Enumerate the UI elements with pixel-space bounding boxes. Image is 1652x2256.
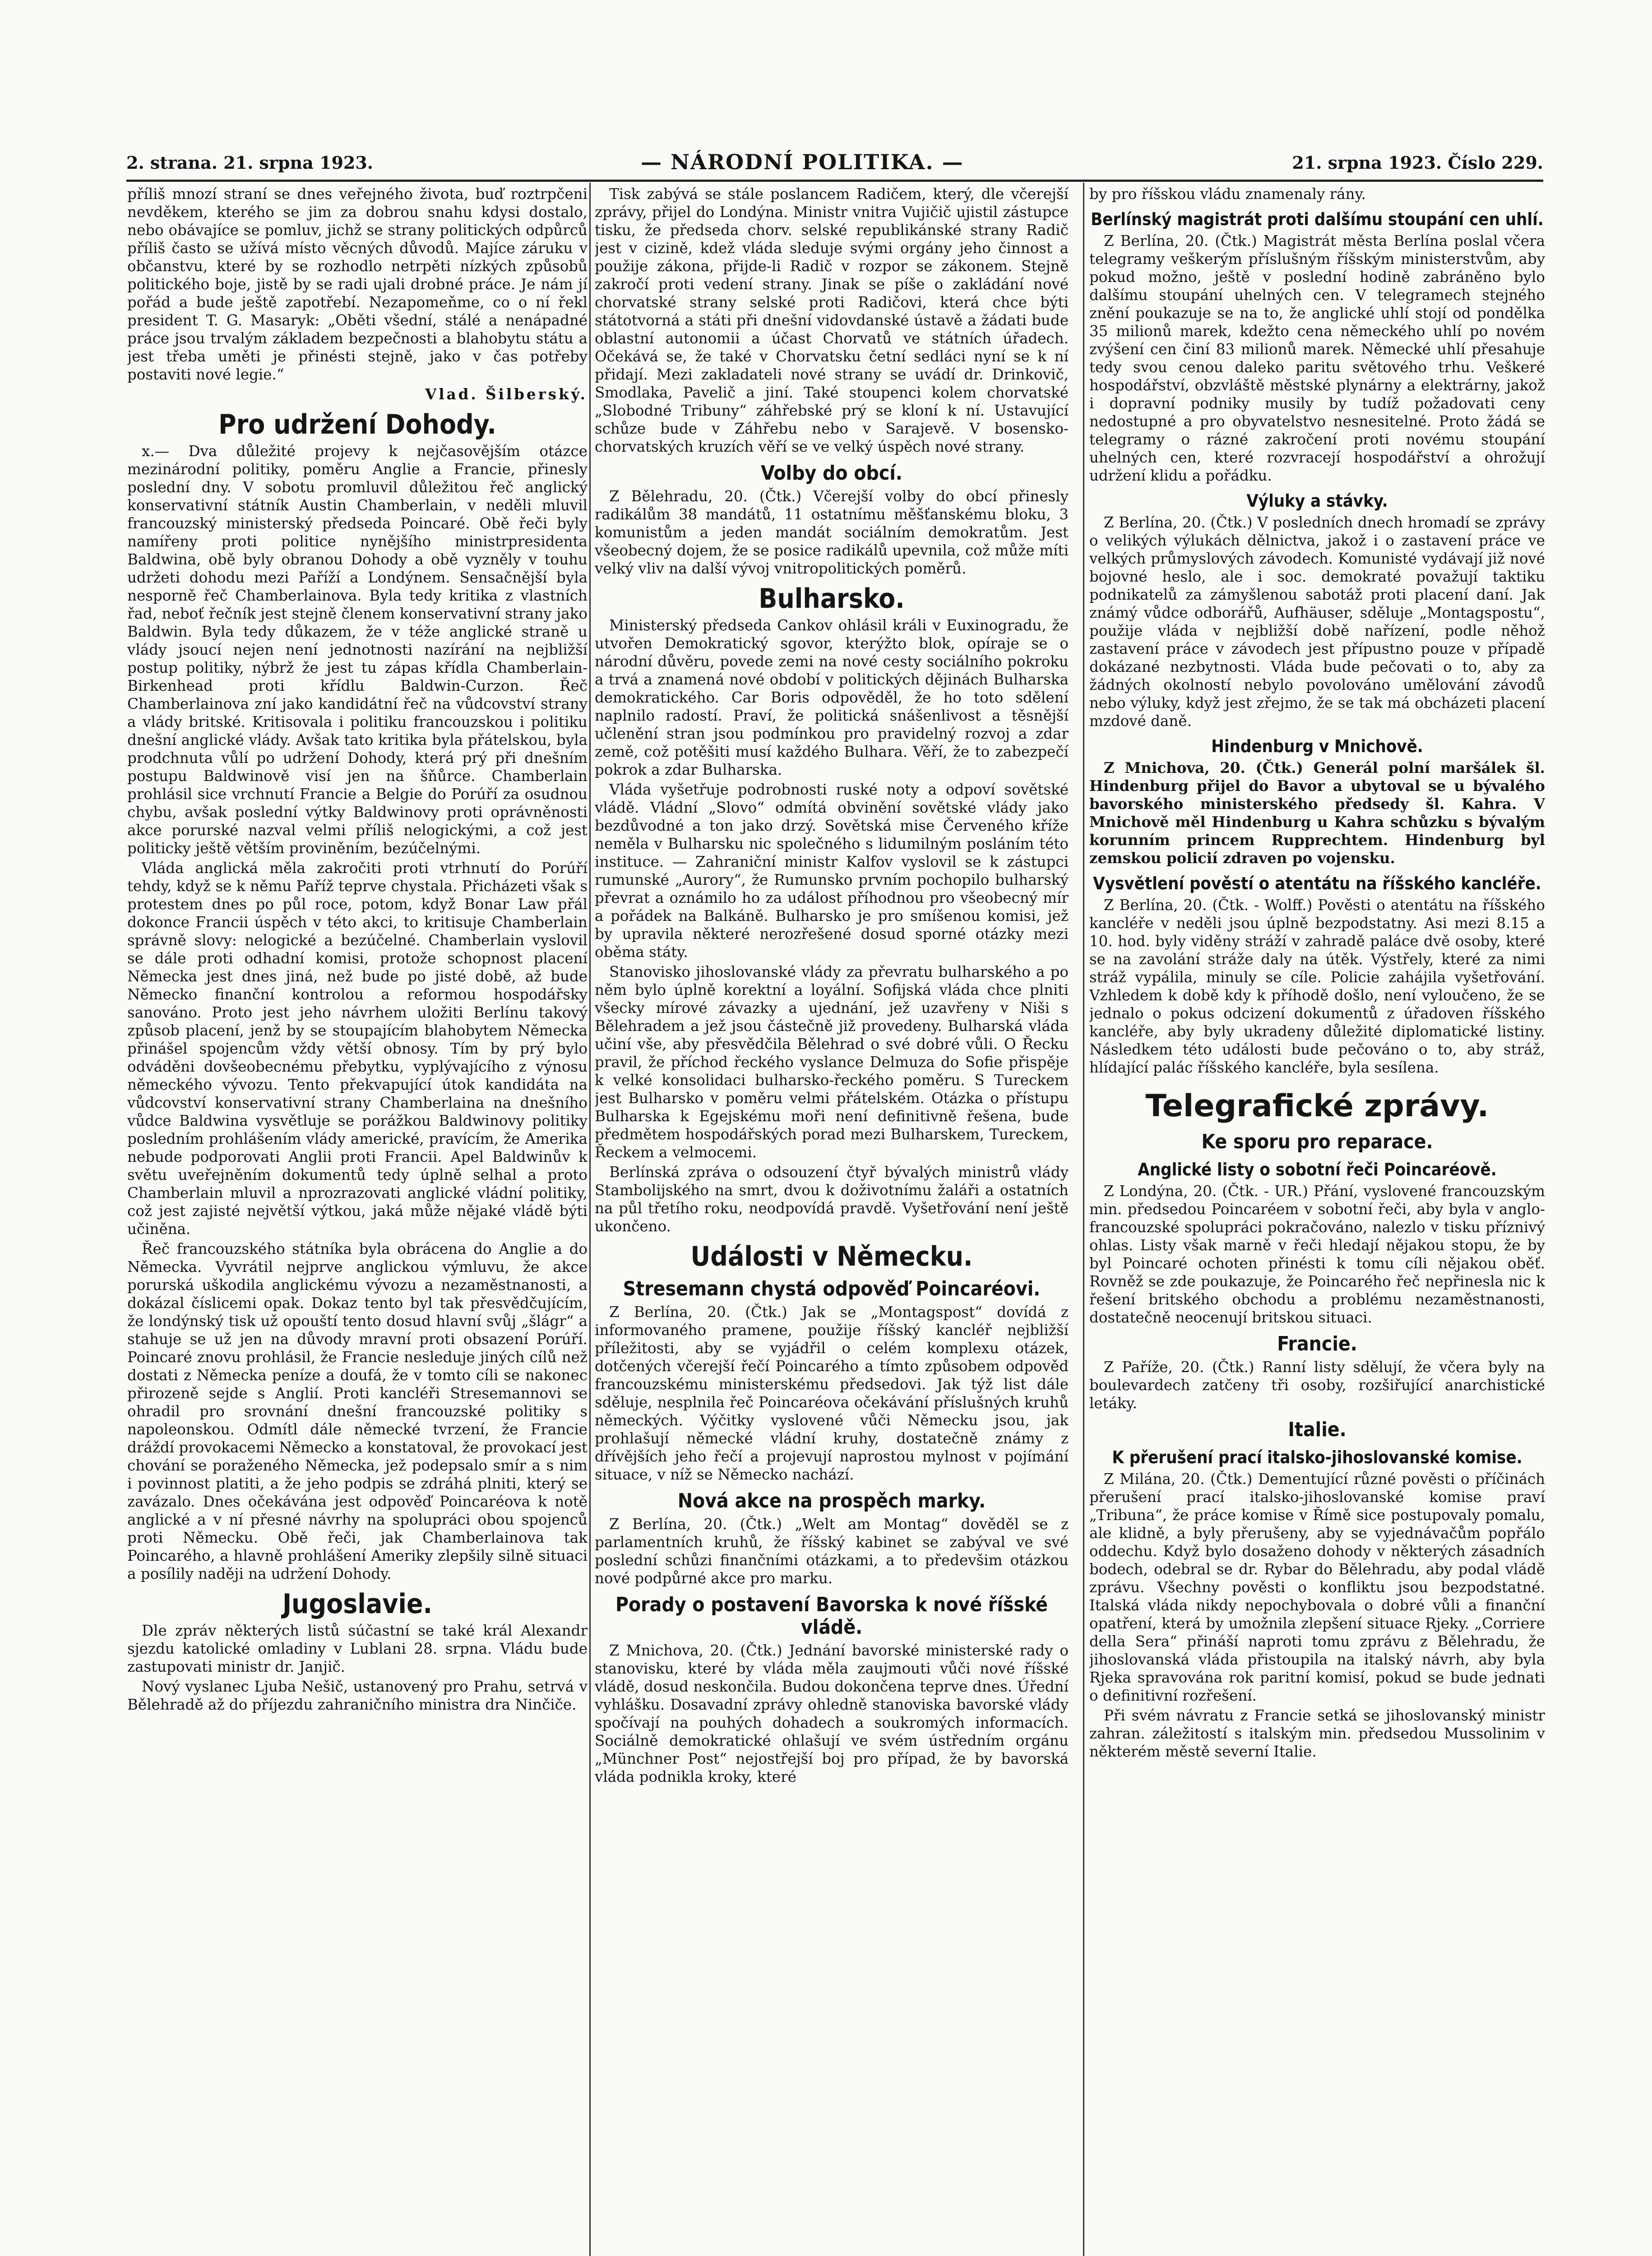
headline-dohoda: Pro udržení Dohody. <box>218 409 496 440</box>
paragraph: Ministerský předseda Cankov ohlásil králi v Euxinogradu, že utvořen Demokratický sgovor, kterýžto blok, opíraje se o národní důvěru, povede zemi na nové cesty sociálního pokroku a trvá a znamená nové období v politických dějinách Bulharska demokratického. Car Boris odpověděl, že ho toto sdělení naplnilo radostí. Praví, že politická snášenlivost a těsnější učlenění stran jsou podmínkou pro pravidelný rozvoj a zdar země, což potěšiti musí každého Bulhara. Věří, že to zabezpečí pokrok a zdar Bulharska. <box>595 617 1069 778</box>
paragraph: Při svém návratu z Francie setká se jihoslovanský ministr zahran. záležitostí s italským min. předsedou Mussolinim v některém městě severní Italie. <box>1089 1707 1545 1760</box>
headline-berlin-uhli: Berlínský magistrát proti dalšímu stoupání cen uhlí. <box>1091 209 1544 229</box>
headline-atentat: Vysvětlení pověstí o atentátu na říšského kancléře. <box>1093 874 1541 893</box>
headline-volby: Volby do obcí. <box>761 462 902 485</box>
headline-reparace: Ke sporu pro reparace. <box>1201 1130 1433 1153</box>
column-2 <box>595 185 1069 2256</box>
paragraph: Z Mnichova, 20. (Čtk.) Generál polní maršálek šl. Hindenburg přijel do Bavor a ubytoval se u bývalého bavorského ministerského předsedy šl. Kahra. V Mnichově měl Hindenburg u Kahra schůzku s bývalým korunním princem Rupprechtem. Hindenburg byl zemskou policií zdraven po vojensku. <box>1089 759 1545 867</box>
header-right: 21. srpna 1923. Číslo 229. <box>1292 153 1543 173</box>
section-title-telegraficke: Telegrafické zprávy. <box>1145 1088 1489 1124</box>
headline-francie: Francie. <box>1277 1332 1357 1355</box>
subheadline-anglicke-listy: Anglické listy o sobotní řeči Poincaréově. <box>1138 1160 1497 1179</box>
subheadline-stresemann: Stresemann chystá odpověď Poincaréovi. <box>623 1277 1041 1300</box>
column-divider <box>1083 183 1084 2256</box>
headline-hindenburg: Hindenburg v Mnichově. <box>1211 736 1423 756</box>
paragraph: Řeč francouzského státníka byla obrácena do Anglie a do Německa. Vyvrátil nejprve anglickou výmluvu, že akce porurská uškodila anglickému vývozu a nezaměstnanosti, a dokázal číslicemi opak. Dokaz tento byl tak přesvědčujícím, že londýnský tisk už opouští tento dosud hlavní svůj „šlágr“ a stahuje se už jen na důvody mravní proti obsazení Porúří. Poincaré znovu prohlásil, že Francie nesleduje jiných cílů než dostati z Německa peníze a doufá, že v tomto cíli se nakonec přirozeně sejde s Anglií. Proti kancléři Stresemannovi se ohradil pro srovnání dnešní francouzské politiky s napoleonskou. Odmítl dále německé tvrzení, že Francie dráždí provokacemi Německo a konstatoval, že provokací jest chování se poraženého Německa, jež podepsalo smír a s nim i povinnost platiti, a že jeho podpis se zdráhá plniti, který se zavázalo. Dnes očekávána jest odpověď Poincaréova k notě anglické a v ní přesné návrhy na spolupráci obou spojenců proti Německu. Obě řeči, jak Chamberlainova tak Poincarého, a hlavně prohlášení Ameriky zlepšily silně situaci a posílily naději na udržení Dohody. <box>127 1240 588 1582</box>
paragraph: x.— Dva důležité projevy k nejčasovějším otázce mezinárodní politiky, poměru Anglie a Francie, přinesly poslední dny. V sobotu promluvil důležitou řeč anglický konservativní státník Austin Chamberlain, v neděli mluvil francouzský ministerský předseda Poincaré. Obě řeči byly namířeny proti politice nynějšího ministrpresidenta Baldwina, obě byly obranou Dohody a obě vyzněly v touhu udržeti dohodu mezi Paříží a Londýnem. Sensačnější byla nesporně řeč Chamberlainova. Byla tedy kritika z vlastních řad, neboť řečník jest stejně členem konservativní strany jako Baldwin. Byla tedy důkazem, že v téže anglické straně u vlády jsoucí nejen není jednotnosti nazírání na nejbližší postup politiky, nýbrž že jest tu zápas křídla Chamberlain-Birkenhead proti křídlu Baldwin-Curzon. Řeč Chamberlainova zní jako kandidátní řeč na vůdcovství strany a vlády britské. Kritisovala i politiku francouzskou i politiku dnešní anglické vlády. Avšak tato kritika byla přátelskou, byla prodchnuta vůlí po udržení Dohody, která prý při dnešním postupu Baldwinově visí jen na šňůrce. Chamberlain prohlásil sice vrchnutí Francie a Belgie do Porúří za osudnou chybu, avšak poslední výtky Baldwinovy proti oprávněnosti akce porurské nazval velmi příliš nelogickými, a což jest politicky ještě větším proviněním, bezúčelnými. <box>127 443 588 857</box>
column-3 <box>1089 185 1545 2256</box>
paragraph: Nový vyslanec Ljuba Nešič, ustanovený pro Prahu, setrvá v Bělehradě až do příjezdu zahraničního ministra dra Ninčiče. <box>127 1678 588 1713</box>
column-1 <box>127 185 588 2256</box>
paragraph: Dle zpráv některých listů súčastní se také král Alexandr sjezdu katolické omladiny v Lublani 28. srpna. Vládu bude zastupovati ministr dr. Janjič. <box>127 1622 588 1675</box>
paragraph: by pro říšskou vládu znamenaly rány. <box>1089 185 1366 203</box>
paragraph: Z Bělehradu, 20. (Čtk.) Včerejší volby do obcí přinesly radikálům 38 mandátů, 11 ostatnímu měšťanskému bloku, 3 komunistům a jeden mandát sociálním demokratům. Jest všeobecný dojem, že se posice radikálů upevnila, což může míti velký vliv na další vývoj vnitropolitických poměrů. <box>595 488 1069 577</box>
column-divider <box>589 183 591 2256</box>
headline-jugoslavie: Jugoslavie. <box>282 1588 433 1620</box>
paragraph: Z Berlína, 20. (Čtk.) Magistrát města Berlína poslal včera telegramy veškerým příslušným říšským ministerstvům, aby pokud možno, ještě v poslední hodině zabráněno bylo dalšímu stoupání uhelných cen. V telegramech stejného znění poukazuje se na to, že anglické uhlí stojí od pondělka 35 milionů marek, kdežto cena německého uhlí po novém zvýšení cen činí 83 milionů marek. Německé uhlí přesahuje tedy svou cenou daleko paritu světového trhu. Veškeré hospodářství, obzvláště městské plynárny a elektrárny, jakož i dopravní podniky musily by tudíž požadovati ceny nedostupné a pro obyvatelstvo nesnesitelné. Proto žádá se telegramy o rázné zakročení proti novému stoupání uhelných cen, které rozvracejí hospodářství a ohrožují udržení klidu a pořádku. <box>1089 232 1545 484</box>
page-header <box>126 150 1543 180</box>
header-rule <box>126 180 1543 182</box>
headline-italie: Italie. <box>1288 1418 1347 1441</box>
headline-nemecko: Události v Německu. <box>690 1241 973 1272</box>
article-intro: příliš mnozí straní se dnes veřejného života, buď roztrpčeni nevděkem, kterého se jim za dobrou snahu kdysi dostalo, nebo obávajíce se pomluv, jichž se strany politických odpůrců příliš často se užívá místo věcných důvodů. Majíce záruku v občanstvu, které by se rozhodlo netrpěti nízkých způsobů politického boje, jistě by se radi ujali drobné práce. Je nám jí pořád a bude ještě zapotřebí. Nezapomeňme, co o ní řekl president T. G. Masaryk: „Oběti všední, stálé a nenápadné práce jsou trvalým základem bezpečnosti a blahobytu státu a jest třeba uměti je přinésti stejně, jako v čas potřeby postaviti nové legie.“ <box>127 185 588 383</box>
header-left: 2. strana. 21. srpna 1923. <box>126 153 373 173</box>
paragraph: Z Berlína, 20. (Čtk.) V posledních dnech hromadí se zprávy o velikých výlukách dělnictva, jakož i o zastavení práce ve velkých průmyslových závodech. Komunisté vydávají již nové bojovné heslo, ale i soc. demokraté považují taktiku podnikatelů za zámyšlenou sabotáž proti placení daní. Jak známý vůdce odborářů, Aufhäuser, sděluje „Montagspostu“, použije vláda v nejbližší době nařízení, podle něhož zastavení práce v závodech jest přípustno pouze v případě dokázané nezbytnosti. Vláda bude pečovati o to, aby za žádných okolností nebylo povolováno umělování závodů nebo výluky, když jest zřejmo, že se tak má obcházeti placení mzdové daně. <box>1089 514 1545 730</box>
paragraph: Z Mnichova, 20. (Čtk.) Jednání bavorské ministerské rady o stanovisku, které by vláda měla zaujmouti vůči nové říšské vládě, dosud neskončila. Budou dokončena teprve dnes. Úřední vyhlášku. Dosavadní zprávy ohledně stanoviska bavorské vlády spočívají na pouhých dohadech a soukromých informacích. Sociálně demokratické ohlašují ve svém ústředním orgánu „Münchner Post“ nejostřejší boj pro případ, že by bavorská vláda podnikla kroky, které <box>595 1642 1069 1785</box>
paragraph: Z Milána, 20. (Čtk.) Dementující různé pověsti o příčinách přerušení prací italsko-jihoslovanské komise praví „Tribuna“, že práce komise v Římě sice postupovaly pomalu, ale klidně, a byly přerušeny, aby se vyjednávačům popřálo oddechu. Když bylo dosaženo dohody v některých zásadních bodech, odebral se dr. Rybar do Bělehradu, aby podal vládě zprávu. Všechny pověsti o konfliktu jsou bezpodstatné. Italská vláda nikdy nepochybovala o dobré vůli a finanční opatření, která by umožnila zlepšení situace Rjeky. „Corriere della Sera“ přináší naproti tomu zprávu z Bělehradu, že jihoslovanská vláda přistoupila na italský návrh, aby byla Rjeka spravována rok paritní komisí, pokud se bude jednati o definitivní rozřešení. <box>1089 1470 1545 1704</box>
paragraph: Z Londýna, 20. (Čtk. - UR.) Přání, vyslovené francouzským min. předsedou Poincaréem v sobotní řeči, aby byla v anglo-francouzské spolupráci pokračováno, nalezlo v tisku příznivý ohlas. Listy však marně v řeči hledají nějakou stopu, že by byl Poincaré ochoten přinésti k tomu cíli nějakou oběť. Rovněž se zde poukazuje, že Poincarého řeč nepřinesla nic k řešení britského obchodu a problému nezaměstnanosti, dostatečně neocenují britskou situaci. <box>1089 1183 1545 1326</box>
headline-bulharsko: Bulharsko. <box>759 583 905 615</box>
subheadline-preruseni: K přerušení prací italsko-jihoslovanské komise. <box>1112 1447 1522 1467</box>
paragraph: Vláda anglická měla zakročiti proti vtrhnutí do Porúří tehdy, když se k němu Paříž teprve chystala. Přicházeti však s protestem dnes po půl roce, potom, když Bonar Law přál dokonce Francii úspěch v této akci, to kritisuje Chamberlain správně slovy: nelogické a bezúčelné. Chamberlain vyslovil se dále proti odhadní komisi, protože schopnost placení Německa jest dnes jiná, než bude po jisté době, až bude Německo finanční kontrolou a reformou hospodářsky sanováno. Proto jest jeho návrhem uložiti Berlínu takový způsob placení, jenž by se stoupajícím blahobytem Německa přinášel spojencům vždy větší obnosy. Tím by prý bylo odváděni dovšeobecnému přebytku, vyplývajícího z výnosu německého vývozu. Tento překvapující útok kandidáta na vůdcovství konservativní strany Chamberlaina na dnešního vůdce Baldwina vysvětluje se porážkou Baldwinovy politiky posledním prohlášením vlády americké, pravícím, že Amerika nebude podporovati Anglii proti Francii. Apel Baldwinův k světu uveřejněním dokumentů tedy úplně selhal a proto Chamberlain mluvil a nprozrazovati anglické vládní politiky, což jest zajisté největší výtkou, jaká může nějaké vládě býti učiněna. <box>127 860 588 1238</box>
paragraph: Berlínská zpráva o odsouzení čtyř bývalých ministrů vlády Stambolijského na smrt, dvou k doživotnímu žaláři a ostatních na půl třetího roku, neodpovídá pravdě. Vyšetřování není ještě ukončeno. <box>595 1164 1069 1235</box>
paragraph: Z Berlína, 20. (Čtk. - Wolff.) Pověsti o atentátu na říšského kancléře v neděli jsou úplně bezpodstatny. Asi mezi 8.15 a 10. hod. byly viděny stráží v zahradě paláce dvě osoby, které se na zavolání stráže daly na útěk. Výstřely, které za nimi stráž vypálila, minuly se cíle. Policie zahájila vyšetřování. Vzhledem k době kdy k příhodě došlo, není vyloučeno, že se jednalo o pokus odcizení dokumentů z úřadoven říšského kancléře, aby byly ukradeny důležité diplomatické listiny. Následkem této události bude pečováno o to, aby stráž, hlídající palác říšského kancléře, byla sesílena. <box>1089 897 1545 1076</box>
masthead-title: — NÁRODNÍ POLITIKA. — <box>641 150 964 174</box>
subheadline-marky: Nová akce na prospěch marky. <box>677 1489 986 1512</box>
paragraph: Z Berlína, 20. (Čtk.) „Welt am Montag“ dověděl se z parlamentních kruhů, že říšský kabinet se zabýval ve své poslední schůzi finančními otázkami, a to předevšim otázkou nové podpůrné akce pro marku. <box>595 1516 1069 1587</box>
paragraph: Tisk zabývá se stále poslancem Radičem, který, dle včerejší zprávy, přijel do Londýna. Ministr vnitra Vujičič ujistil zástupce tisku, že předseda chorv. selské republikánské strany Radič jest v cizině, kdež vláda sleduje svými orgány jeho činnost a použije zákona, přijde-li Radič v rozpor se zákonem. Stejně zakročí proti vedení strany. Jinak se píše o zakládání nové chorvatské strany selské proti Radičovi, která chce býti státotvorná a státi při dnešní vidovdanské ústavě a žádati bude oblastní autonomii a účast Chorvatů ve státních úřadech. Očekává se, že také v Chorvatsku četní sedláci nyní se k ní přidají. Mezi zakladateli nové strany se uvádí dr. Drinkovič, Smodlaka, Pavelič a jiní. Také stoupenci kolem chorvatské „Slobodné Tribuny“ záhřebské prý se kloní k ní. Ustavující schůze bude v Záhřebu nebo v Sarajevě. V bosensko-chorvatských kruzích věří se ve velký úspěch nové strany. <box>595 185 1069 455</box>
paragraph: Z Paříže, 20. (Čtk.) Ranní listy sdělují, že včera byly na boulevardech zatčeny tři osoby, rozšiřující anarchistické letáky. <box>1089 1359 1545 1412</box>
headline-vyluky: Výluky a stávky. <box>1246 491 1388 511</box>
paragraph: Stanovisko jihoslovanské vlády za převratu bulharského a po něm bylo úplně korektní a loyální. Sofijská vláda chce plniti všecky mírové závazky a ujednání, jež uzavřeny v Niši s Bělehradem a jež jsou částečně již provedeny. Bulharská vláda učiní vše, aby přesvědčila Bělehrad o své dobré vůli. O Řecku pravil, že příchod řeckého vyslance Delmuza do Sofie přispěje k velké konsolidaci bulharsko-řeckého poměru. S Tureckem jest Bulharsko v poměru velmi přátelském. Otázka o přístupu Bulharska k Egejskému moři není definitivně řešena, bude předmětem hospodářských porad mezi Bulharskem, Tureckem, Řeckem a velmocemi. <box>595 963 1069 1161</box>
paragraph: Vláda vyšetřuje podrobnosti ruské noty a odpoví sovětské vládě. Vládní „Slovo“ odmítá obvinění sovětské vlády jako bezdůvodné a ton jako drzý. Sovětská mise Červeného kříže neměla v Bulharsku nic společného s lidumilným posláním této instituce. — Zahraniční ministr Kalfov vyslovil se k zástupci rumunské „Aurory“, že Rumunsko prvním pochopilo bulharský převrat a oznámilo ho za událost příhodnou pro všeobecný mír a pořádek na Balkáně. Bulharsko je pro smíšenou komisi, jež by upravila některé nerozřešené dosud sporné otázky mezi oběma státy. <box>595 781 1069 961</box>
subheadline-porady: Porady o postavení Bavorska k nové říšské vládě. <box>615 1593 1048 1639</box>
paragraph: Z Berlína, 20. (Čtk.) Jak se „Montagspost“ dovídá z informovaného pramene, použije říšský kancléř nejbližší příležitosti, aby se vyjádřil o celém komplexu otázek, dotčených včerejší řečí Poincarého a tímto způsobem odpověď francouzskému ministerskému předsedovi. Jak týž list dále sděluje, nesplnila řeč Poincaréova očekávání příslušných kruhů německých. Výčitky vyslovené vůči Německu jsou, jak prohlašují německé vládní kruhy, dostatečně známy z dřívějších jeho řečí a projevují naprostou mylnost v pojímání situace, v níž se Německo nachází. <box>595 1304 1069 1483</box>
article-signature: Vlad. Šilberský. <box>425 385 588 403</box>
